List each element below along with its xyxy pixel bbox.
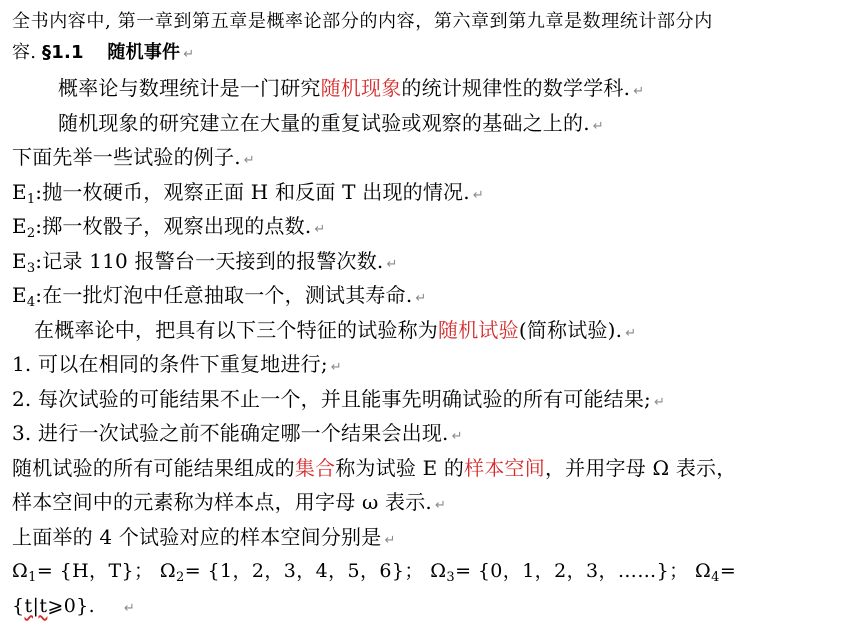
paragraph-mark-icon: ↵ — [415, 291, 427, 306]
para1-before: 概率论与数理统计是一门研究 — [58, 76, 321, 100]
experiment-3 — [12, 244, 845, 279]
experiment-label: E — [12, 248, 27, 273]
omega-symbol: Ω — [695, 560, 712, 582]
random-phenomenon-term: 随机现象 — [320, 76, 402, 100]
experiment-4 — [12, 278, 845, 313]
definition-before: 在概率论中，把具有以下三个特征的试验称为 — [34, 317, 438, 342]
definition-after: (简称试验). — [518, 317, 623, 342]
omega-4-variable: t|t — [24, 594, 48, 617]
paragraph-mark-icon: ↵ — [314, 222, 326, 237]
omega-2-value: = {1，2，3，4，5，6}； — [184, 560, 424, 582]
experiment-text: :在一批灯泡中任意抽取一个，测试其寿命. — [35, 283, 413, 307]
spaces-intro-text: 上面举的 4 个试验对应的样本空间分别是 — [12, 524, 382, 549]
intro-text-1: 全书内容中, 第一章到第五章是概率论部分的内容，第六章到第九章是数理统计部分内 — [12, 11, 713, 32]
omega-4-open: { — [12, 594, 25, 617]
sample-space-text-3: ，并用字母 Ω 表示， — [544, 455, 737, 480]
experiment-subscript: 4 — [26, 295, 36, 310]
paragraph-mark-icon: ↵ — [384, 532, 396, 548]
section-title: 随机事件 — [107, 42, 181, 63]
paragraph-mark-icon: ↵ — [330, 360, 342, 375]
experiment-text: :记录 110 报警台一天接到的报警次数. — [35, 248, 384, 273]
paragraph-mark-icon: ↵ — [653, 394, 666, 410]
paragraph-mark-icon: ↵ — [243, 153, 255, 168]
paragraph-1 — [12, 71, 845, 106]
feature-2 — [12, 382, 845, 417]
omega-4-rest: ⩾0}. — [47, 594, 96, 617]
intro-line-1 — [12, 6, 845, 37]
experiment-subscript: 1 — [26, 191, 36, 207]
omega-symbol: Ω — [430, 560, 447, 582]
paragraph-mark-icon: ↵ — [592, 118, 604, 134]
paragraph-3 — [12, 140, 845, 175]
sample-point-text: 样本空间中的元素称为样本点，用字母 ω 表示. — [12, 490, 432, 514]
para3-text: 下面先举一些试验的例子. — [12, 145, 241, 169]
paragraph-mark-icon: ↵ — [472, 187, 484, 203]
omega-4-eq: = — [719, 560, 737, 582]
omega-1-value: = {H，T}； — [36, 560, 154, 582]
sample-space-line-1 — [12, 451, 845, 486]
experiment-text: :掷一枚骰子，观察出现的点数. — [35, 214, 312, 238]
paragraph-mark-icon: ↵ — [625, 325, 637, 341]
omega-subscript: 2 — [176, 570, 185, 585]
experiment-label: E — [12, 214, 27, 238]
sample-space-term: 样本空间 — [464, 455, 545, 480]
paragraph-mark-icon: ↵ — [386, 256, 398, 272]
paragraph-mark-icon: ↵ — [633, 84, 645, 99]
feature-text: 3. 进行一次试验之前不能确定哪一个结果会出现. — [12, 421, 449, 445]
feature-text: 1. 可以在相同的条件下重复地进行; — [12, 352, 328, 376]
omega-symbol: Ω — [12, 560, 29, 582]
paragraph-mark-icon: ↵ — [123, 600, 136, 616]
feature-3 — [12, 416, 845, 451]
experiment-text: :抛一枚硬币，观察正面 H 和反面 T 出现的情况. — [35, 179, 470, 204]
para2-text: 随机现象的研究建立在大量的重复试验或观察的基础之上的. — [58, 110, 590, 135]
random-experiment-term: 随机试验 — [438, 317, 519, 342]
sample-space-text-1: 随机试验的所有可能结果组成的 — [12, 455, 295, 480]
paragraph-2 — [12, 106, 845, 141]
feature-1 — [12, 347, 845, 382]
sample-space-line-2 — [12, 485, 845, 520]
experiment-subscript: 2 — [26, 226, 36, 241]
omega-subscript: 1 — [28, 570, 37, 585]
section-number: §1.1 — [42, 42, 84, 63]
experiment-2 — [12, 209, 845, 244]
omega-symbol: Ω — [159, 560, 177, 582]
para1-after: 的统计规律性的数学学科. — [401, 76, 631, 100]
experiment-1 — [12, 175, 845, 210]
omega-subscript: 4 — [711, 570, 720, 585]
sample-space-text-2: 称为试验 E 的 — [335, 455, 465, 480]
experiment-label: E — [12, 283, 27, 307]
omega-subscript: 3 — [446, 570, 456, 585]
paragraph-mark-icon: ↵ — [183, 47, 195, 62]
intro-text-2: 容. — [12, 42, 37, 63]
definition-paragraph — [12, 313, 845, 348]
spaces-intro — [12, 520, 845, 555]
sample-spaces-formula — [12, 554, 845, 589]
set-term: 集合 — [294, 455, 336, 480]
paragraph-mark-icon: ↵ — [434, 498, 447, 513]
feature-text: 2. 每次试验的可能结果不止一个，并且能事先明确试验的所有可能结果; — [12, 386, 651, 411]
experiment-subscript: 3 — [26, 260, 36, 276]
sample-spaces-formula-cont — [12, 589, 845, 624]
omega-3-value: = {0，1，2，3，……}； — [455, 560, 689, 582]
experiment-label: E — [12, 179, 27, 204]
intro-line-2 — [12, 37, 845, 71]
paragraph-mark-icon: ↵ — [451, 429, 463, 444]
